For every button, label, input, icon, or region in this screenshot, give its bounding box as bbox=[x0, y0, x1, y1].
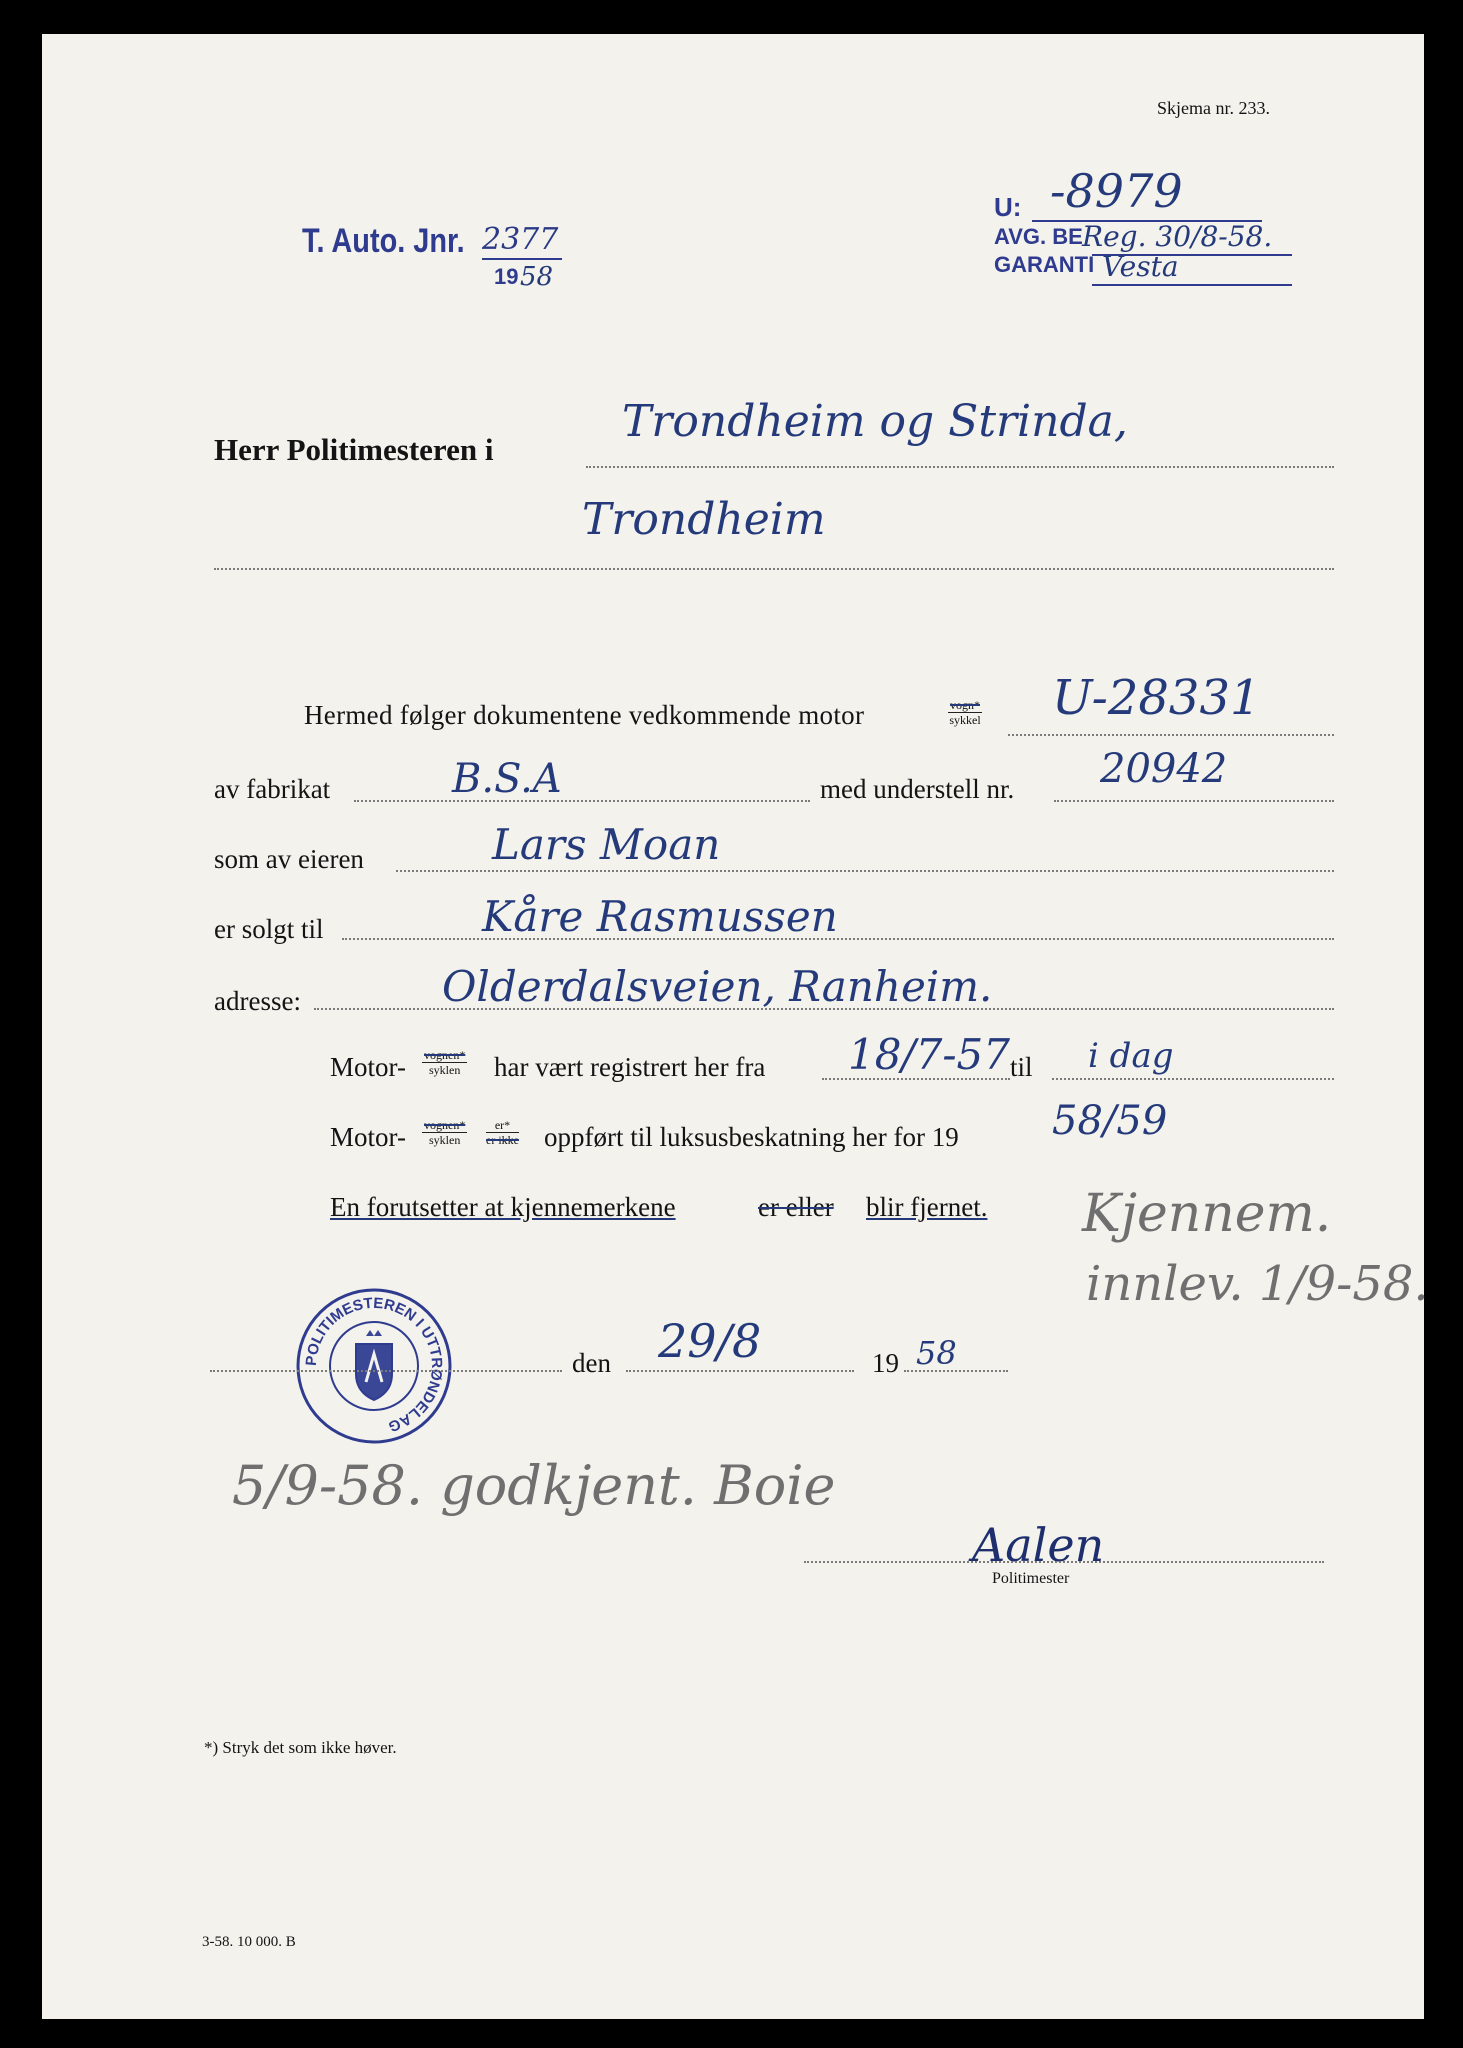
chassis-number: 20942 bbox=[1100, 746, 1228, 792]
until-label: til bbox=[1010, 1052, 1033, 1082]
schema-number: Skjema nr. 233. bbox=[1157, 98, 1270, 118]
journal-year-suffix: 58 bbox=[520, 262, 554, 292]
seal-text: POLITIMESTEREN I UTTRØNDELAG bbox=[302, 1294, 446, 1436]
pencil-note-plates: Kjennem. bbox=[1082, 1184, 1332, 1244]
make-label: av fabrikat bbox=[214, 774, 331, 804]
vehicle-fraction: vogn* sykkel bbox=[949, 698, 981, 727]
owner-label: som av eieren bbox=[214, 844, 364, 874]
tax-fraction-vehicle: vognen* syklen bbox=[424, 1118, 466, 1147]
plates-struck-text: er eller bbox=[758, 1192, 834, 1222]
address-value: Olderdalsveien, Ranheim. bbox=[442, 962, 993, 1011]
buyer-value: Kåre Rasmussen bbox=[482, 892, 838, 941]
avg-stamp-label: AVG. BE bbox=[994, 224, 1083, 249]
print-code: 3-58. 10 000. B bbox=[202, 1934, 296, 1950]
footnote: *) Stryk det som ikke høver. bbox=[204, 1738, 397, 1757]
owner-value: Lars Moan bbox=[492, 820, 721, 869]
u-number: -8979 bbox=[1050, 164, 1183, 218]
address-label: adresse: bbox=[214, 986, 301, 1016]
police-seal bbox=[294, 1286, 454, 1446]
police-chief-signature: Aalen bbox=[972, 1518, 1105, 1572]
plates-text-end: blir fjernet. bbox=[866, 1192, 988, 1222]
date-value: 29/8 bbox=[658, 1314, 762, 1368]
approval-note: 5/9-58. godkjent. Boie bbox=[232, 1454, 836, 1517]
pencil-note-delivered: innlev. 1/9-58. bbox=[1086, 1256, 1429, 1312]
registration-number: U-28331 bbox=[1052, 670, 1261, 726]
district-handwritten: Trondheim og Strinda, bbox=[622, 396, 1128, 447]
garanti-value: Vesta bbox=[1102, 250, 1179, 283]
registered-from: 18/7-57 bbox=[848, 1030, 1010, 1079]
crown-icon bbox=[366, 1330, 382, 1336]
tax-fraction-status: er* er ikke bbox=[486, 1118, 519, 1147]
plates-text-start: En forutsetter at kjennemerkene bbox=[330, 1192, 676, 1222]
chassis-label: med understell nr. bbox=[820, 774, 1015, 804]
addressee-label: Herr Politimesteren i bbox=[214, 432, 494, 467]
registered-text: har vært registrert her fra bbox=[494, 1052, 766, 1082]
date-label: den bbox=[572, 1348, 611, 1378]
city-handwritten: Trondheim bbox=[582, 494, 826, 545]
tax-year: 58/59 bbox=[1052, 1098, 1168, 1144]
garanti-stamp-label: GARANTI bbox=[994, 252, 1095, 277]
document-page bbox=[42, 34, 1429, 2019]
make-value: B.S.A bbox=[452, 756, 562, 802]
journal-number: 2377 bbox=[482, 222, 559, 257]
registered-fraction: vognen* syklen bbox=[424, 1048, 466, 1077]
journal-year-prefix: 19 bbox=[494, 264, 519, 289]
journal-stamp-label: T. Auto. Jnr. bbox=[302, 222, 465, 260]
avg-value: Reg. 30/8-58. bbox=[1082, 220, 1273, 253]
registered-prefix: Motor- bbox=[330, 1052, 406, 1082]
u-stamp-label: U: bbox=[994, 192, 1022, 222]
year-prefix: 19 bbox=[872, 1348, 899, 1378]
year-value: 58 bbox=[916, 1334, 957, 1372]
body-intro: Hermed følger dokumentene vedkommende motor bbox=[304, 700, 865, 730]
tax-text: oppført til luksusbeskatning her for 19 bbox=[544, 1122, 959, 1152]
signature-title: Politimester bbox=[992, 1570, 1070, 1587]
sold-to-label: er solgt til bbox=[214, 914, 324, 944]
registered-until: i dag bbox=[1088, 1036, 1174, 1076]
tax-prefix: Motor- bbox=[330, 1122, 406, 1152]
